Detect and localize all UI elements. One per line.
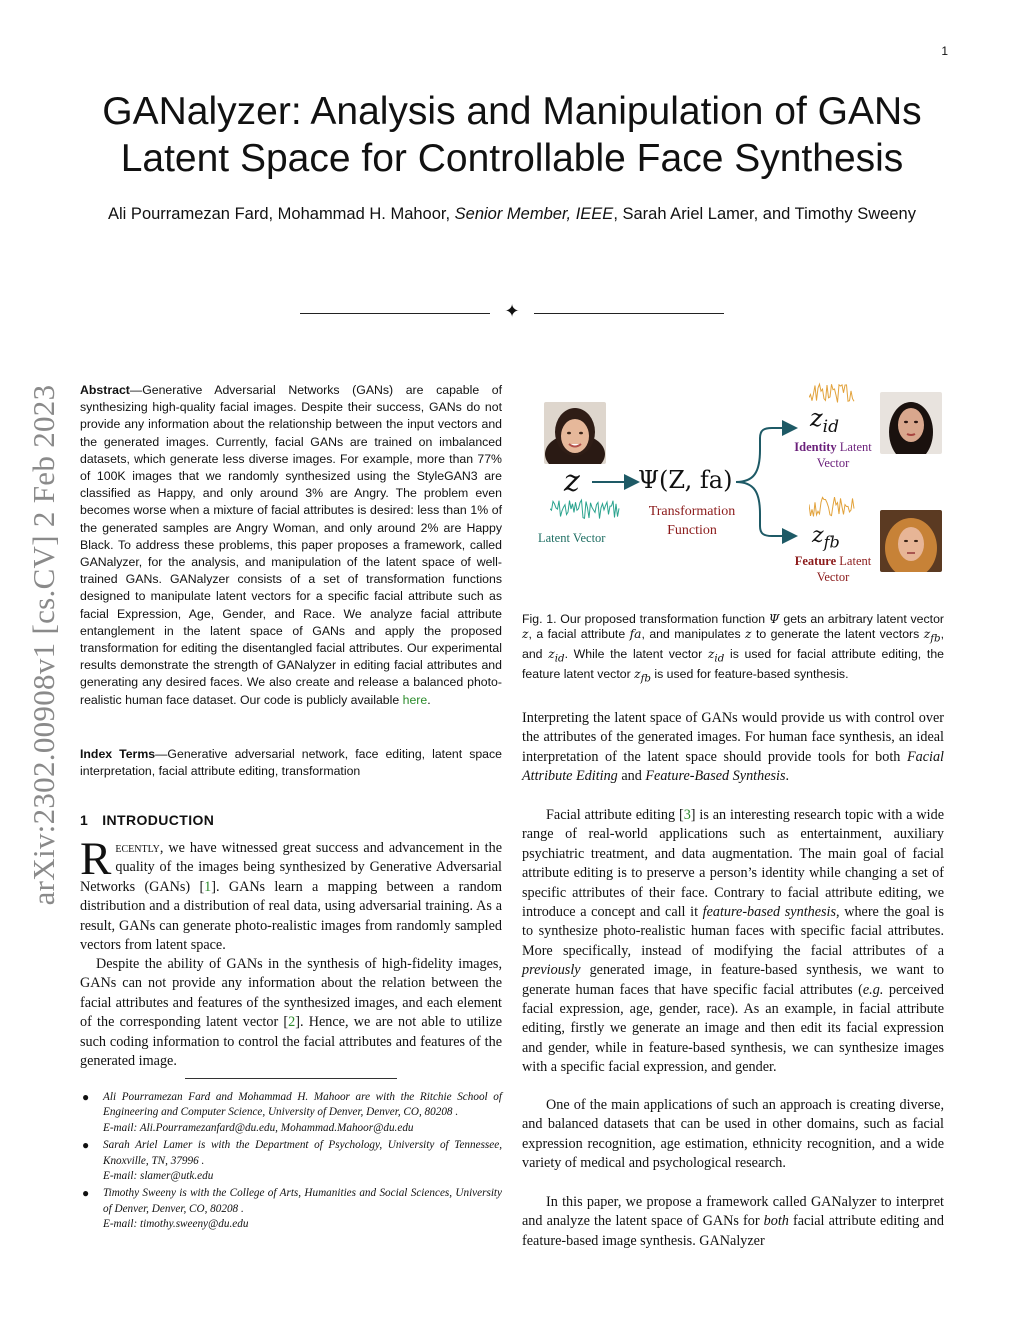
right-p1-text: and	[617, 768, 646, 785]
right-paragraph-1	[522, 709, 944, 787]
caption-math: z	[923, 627, 931, 642]
latent-vector-label: Latent Vector	[538, 531, 606, 545]
caption-text: , a facial attribute	[528, 627, 630, 642]
arxiv-stamp-text: arXiv:2302.00908v1 [cs.CV] 2 Feb 2023	[26, 384, 61, 906]
z-fb-main: z	[812, 523, 824, 548]
right-p4-text: facial attribute editing and feature-based image synthesis. GANalyzer	[522, 1213, 944, 1249]
caption-text: , and manipulates	[641, 627, 746, 642]
caption-math-sub: fb	[930, 632, 941, 645]
caption-text: Our proposed transformation function	[556, 612, 769, 626]
z-fb-subscript: fb	[823, 532, 840, 552]
caption-text: . While the latent vector	[564, 647, 708, 662]
affiliation-footnotes	[80, 1090, 502, 1235]
footnote-email: E-mail: Ali.Pourramezanfard@du.edu, Mohammad.Mahoor@du.edu	[103, 1121, 414, 1134]
drop-cap: R	[80, 833, 112, 885]
footnote-item	[80, 1186, 502, 1232]
right-p4-text: In this paper, we propose a framework called GANalyzer to interpret and analyze the latent space of GANs for	[522, 1194, 944, 1230]
right-p2-text: perceived facial expression, age, gender, race). As an example, in facial attribute editing, firstly we generate an image and then edit its facial expression and gender, while in feature-based synthesis, we can synthesize images with a specific facial expression, and gender.	[522, 981, 944, 1076]
right-p2-text: , where the goal is to synthesize photo-realistic human faces with specific facial attributes. More specifically, instead of modifying the facial attributes of a	[522, 904, 944, 959]
feature-rest: Latent	[836, 554, 872, 568]
figure-1	[522, 380, 962, 595]
right-p2-text: Facial attribute editing [	[546, 807, 684, 823]
small-caps-lead: ecently	[115, 840, 160, 856]
identity-vector-word: Vector	[816, 456, 850, 470]
caption-math: z	[548, 647, 555, 662]
z-id-subscript: id	[822, 416, 839, 437]
transformation-label-2: Function	[667, 523, 717, 538]
footnote-text: Timothy Sweeny is with the College of Arts, Humanities and Social Sciences, University of Denver, Denver, CO, 80208 .	[103, 1187, 502, 1215]
bullet-icon: ●	[82, 1090, 90, 1104]
caption-math: z	[522, 627, 529, 642]
feature-face-image	[880, 510, 942, 572]
feature-bold: Feature	[794, 554, 837, 568]
index-terms	[80, 746, 502, 780]
z-id-main: z	[810, 404, 823, 432]
footnote-email: E-mail: slamer@utk.edu	[103, 1170, 214, 1183]
index-terms-text: Generative adversarial network, face editing, latent space interpretation, facial attribute editing, transformation	[80, 747, 503, 779]
right-p1-text: .	[785, 768, 790, 785]
authors-membership: Senior Member, IEEE	[454, 205, 614, 223]
caption-text: , and	[522, 627, 944, 662]
intro-paragraph-2	[80, 955, 502, 1071]
footnote-item	[80, 1138, 502, 1184]
caption-text: is used for feature-based synthesis.	[650, 667, 849, 682]
abstract-dash: —	[129, 383, 143, 397]
caption-text: is used for facial attribute editing, the feature latent vector	[522, 647, 944, 682]
footnote-rule	[185, 1078, 397, 1079]
latent-z-symbol: z	[564, 464, 580, 499]
figure-1-caption	[522, 612, 944, 687]
section-number: 1	[80, 812, 89, 828]
right-p2-emphasis: feature-based synthesis	[702, 904, 837, 921]
right-paragraph-4	[522, 1193, 944, 1251]
divider-line-left	[300, 313, 490, 314]
feature-noise-waveform	[809, 496, 855, 518]
right-paragraph-3: One of the main applications of such an approach is creating diverse, and balanced datasets that can be used in other domains, such as facial expression recognition, age estimation, ethnicity recognition, and a wide variety of medical and psychological research.	[522, 1097, 944, 1172]
index-terms-dash: —	[155, 747, 168, 761]
footnote-email: E-mail: timothy.sweeny@du.edu	[103, 1218, 249, 1231]
z-fb-symbol	[812, 523, 840, 551]
right-p2-emphasis: e.g.	[862, 981, 884, 998]
caption-math-sub: fb	[640, 672, 651, 685]
author-list	[80, 203, 944, 226]
intro-p2-text-a: Despite the ability of GANs in the synthesis of high-fidelity images, GANs can not provide any information about the relation between the facial attributes and features of the synthesized images, and each element of the corresponding latent vector [	[80, 956, 502, 1031]
identity-latent-label	[784, 439, 882, 471]
arxiv-stamp	[28, 360, 60, 930]
intro-p1-text-b: ]. GANs learn a mapping between a random distribution and a distribution of real data, using adversarial training. As a result, GANs can generate photo-realistic images from randomly sampled vectors from latent space.	[80, 878, 502, 954]
caption-text: gets an arbitrary latent vector	[779, 612, 945, 626]
abstract-end: .	[427, 692, 431, 707]
intro-paragraph-1	[80, 833, 502, 955]
caption-text: to generate the latent vectors	[751, 627, 924, 642]
identity-face-image	[880, 392, 942, 454]
divider-star-icon: ✦	[504, 301, 520, 321]
section-heading-introduction	[80, 812, 214, 828]
abstract-text: Generative Adversarial Networks (GANs) are capable of synthesizing high-quality facial images. Despite their success, GANs do not provide any information about the relationship between the input vectors and the generated images. Currently, facial GANs are trained on imbalanced datasets, which generate less diverse images. For example, more than 77% of 100K images that we randomly synthesized using the StyleGAN3 are classified as Happy, and only around 3% are Angry. The problem even becomes worse when a mixture of facial attributes is desired: less than 1% of the generated samples are Angry Woman, and only around 2% are Happy Black. To address these problems, this paper proposes a framework, called GANalyzer, for the analysis, and manipulation of the latent space of well-trained GANs. GANalyzer consists of a set of transformation functions designed to manipulate latent vectors for a specific facial attribute such as facial Expression, Age, Gender, and Race. We analyze facial attribute entanglement in the latent space of GANs and apply the proposed transformation for editing the disentangled facial attributes. Our experimental results demonstrate the strength of GANalyzer in editing facial attributes and generating any desired faces. We also create and release a balanced photo-realistic human face dataset. Our code is publicly available	[80, 383, 502, 707]
code-link[interactable]: here	[402, 692, 428, 707]
index-terms-label: Index Terms	[80, 747, 156, 761]
right-p1-emphasis: Facial Attribute Editing	[522, 748, 944, 785]
right-p2-emphasis: previously	[522, 962, 581, 979]
caption-label: Fig. 1.	[522, 612, 557, 626]
divider-line-right	[534, 313, 724, 314]
right-p2-text: ] is an interesting research topic with a wide range of real-world applications such as entertainment, auxiliary psychiatric treatment, and data augmentation. The main goal of facial attribute editing is to preserve a person’s identity while changing a set of specific attributes of their face. Contrary to facial attribute editing, we introduce a concept and call it	[522, 807, 944, 921]
right-p1-emphasis: Feature-Based Synthesis	[645, 768, 786, 785]
right-p1-text: Interpreting the latent space of GANs would provide us with control over the attributes of the generated images. For human face synthesis, an ideal interpretation of the latent space should provide tools for both	[522, 710, 944, 765]
transformation-function-label	[630, 502, 754, 540]
page-number: 1	[941, 44, 948, 58]
citation-link[interactable]: 1	[204, 878, 212, 895]
caption-math: z	[634, 667, 641, 682]
bullet-icon: ●	[82, 1186, 90, 1201]
paper-title: GANalyzer: Analysis and Manipulation of GANs Latent Space for Controllable Face Synthesis	[102, 90, 922, 180]
intro-p1-text-a: , we have witnessed great success and advancement in the quality of the images being synthesized by Generative Adversarial Networks (GANs) [	[80, 840, 502, 895]
section-title: INTRODUCTION	[102, 812, 215, 828]
psi-function-symbol: Ψ(Z, fa)	[638, 466, 733, 494]
identity-noise-waveform	[809, 382, 855, 404]
footnote-text: Ali Pourramezan Fard and Mohammad H. Mahoor are with the Ritchie School of Engineering and Computer Science, University of Denver, Denver, CO, 80208 .	[103, 1091, 502, 1119]
bullet-icon: ●	[82, 1138, 90, 1153]
title-divider	[300, 301, 724, 324]
caption-math: z	[707, 647, 715, 662]
abstract	[80, 382, 502, 709]
caption-math: Ψ	[768, 612, 780, 626]
caption-math-sub: id	[714, 652, 725, 665]
authors-part-1: Ali Pourramezan Fard, Mohammad H. Mahoor,	[108, 205, 455, 223]
citation-link[interactable]: 2	[288, 1014, 296, 1031]
authors-part-2: , Sarah Ariel Lamer, and Timothy Sweeny	[613, 205, 916, 223]
identity-bold: Identity	[794, 440, 837, 454]
z-id-symbol	[810, 404, 839, 437]
feature-latent-label	[784, 553, 882, 585]
citation-link[interactable]: 3	[683, 807, 691, 823]
feature-vector-word: Vector	[816, 570, 850, 584]
footnote-item	[80, 1090, 502, 1136]
caption-math-sub: id	[554, 652, 565, 665]
right-paragraph-2	[522, 806, 944, 1078]
intro-p2-text-b: ]. Hence, we are not able to utilize such coding information to control the facial attributes and features of the generated image.	[80, 1014, 502, 1070]
caption-math: z	[745, 627, 752, 642]
caption-math: fa	[629, 627, 642, 642]
right-p2-text: generated image, in feature-based synthesis, we want to generate human faces that have specific facial attributes (	[522, 962, 944, 998]
footnote-text: Sarah Ariel Lamer is with the Department of Psychology, University of Tennessee, Knoxville, TN, 37996 .	[103, 1139, 502, 1167]
identity-rest: Latent	[836, 440, 872, 454]
right-p4-emphasis: both	[763, 1213, 789, 1230]
transformation-label-1: Transformation	[648, 504, 736, 519]
abstract-label: Abstract	[80, 383, 130, 397]
